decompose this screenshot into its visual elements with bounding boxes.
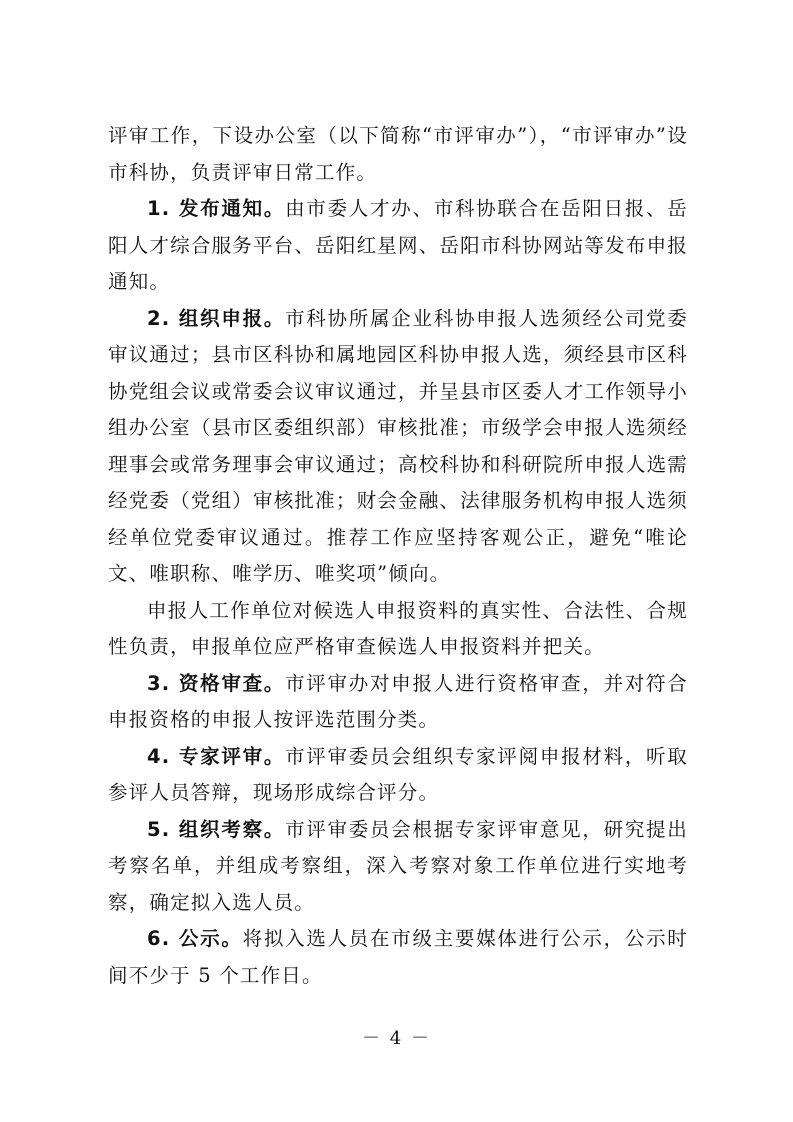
section-heading: 5. 组织考察。 [147, 817, 286, 841]
paragraph-qualification-review [108, 666, 688, 739]
section-heading: 6. 公示。 [147, 927, 243, 950]
paragraph-text: 市科协所属企业科协申报人选须经公司党委审议通过；县市区科协和属地园区科协申报人选，须经县市区科协党组会议或常委会议审议通过，并呈县市区委人才工作领导小组办公室（县市区委组织部）审核批准；市级学会申报人选须经理事会或常务理事会审议通过；高校科协和科研院所申报人选需经党委（党组）审核批准；财会金融、法律服务机构申报人选须经单位党委审议通过。推荐工作应坚持客观公正，避免“唯论文、唯职称、唯学历、唯奖项”倾向。 [108, 306, 688, 585]
document-body [108, 118, 688, 994]
paragraph-organize-inspection [108, 812, 688, 922]
section-heading: 4. 专家评审。 [147, 744, 286, 768]
paragraph-text: 市评审办对申报人进行资格审查，并对符合申报资格的申报人按评选范围分类。 [108, 671, 688, 731]
paragraph-publicity [108, 921, 688, 994]
paragraph-text: 市评审委员会组织专家评阅申报材料，听取参评人员答辩，现场形成综合评分。 [108, 744, 688, 804]
paragraph-text: 由市委人才办、市科协联合在岳阳日报、岳阳人才综合服务平台、岳阳红星网、岳阳市科协网站等发布申报通知。 [108, 197, 688, 293]
paragraph-applicant-responsibility [108, 593, 688, 666]
paragraph-text: 评审工作，下设办公室（以下简称“市评审办”），“市评审办”设市科协，负责评审日常工作。 [108, 124, 688, 184]
section-heading: 3. 资格审查。 [147, 671, 286, 695]
paragraph-organize-application [108, 301, 688, 593]
paragraph-text: 市评审委员会根据专家评审意见，研究提出考察名单，并组成考察组，深入考察对象工作单位进行实地考察，确定拟入选人员。 [108, 817, 688, 914]
page-number: － 4 － [362, 1028, 431, 1049]
paragraph-continuation [108, 118, 688, 191]
paragraph-text: 将拟入选人员在市级主要媒体进行公示，公示时间不少于 5 个工作日。 [108, 927, 688, 987]
paragraph-text: 申报人工作单位对候选人申报资料的真实性、合法性、合规性负责，申报单位应严格审查候选人申报资料并把关。 [108, 598, 688, 658]
paragraph-publish-notice [108, 191, 688, 301]
section-heading: 1. 发布通知。 [147, 197, 286, 220]
paragraph-expert-review [108, 739, 688, 812]
section-heading: 2. 组织申报。 [147, 306, 286, 330]
